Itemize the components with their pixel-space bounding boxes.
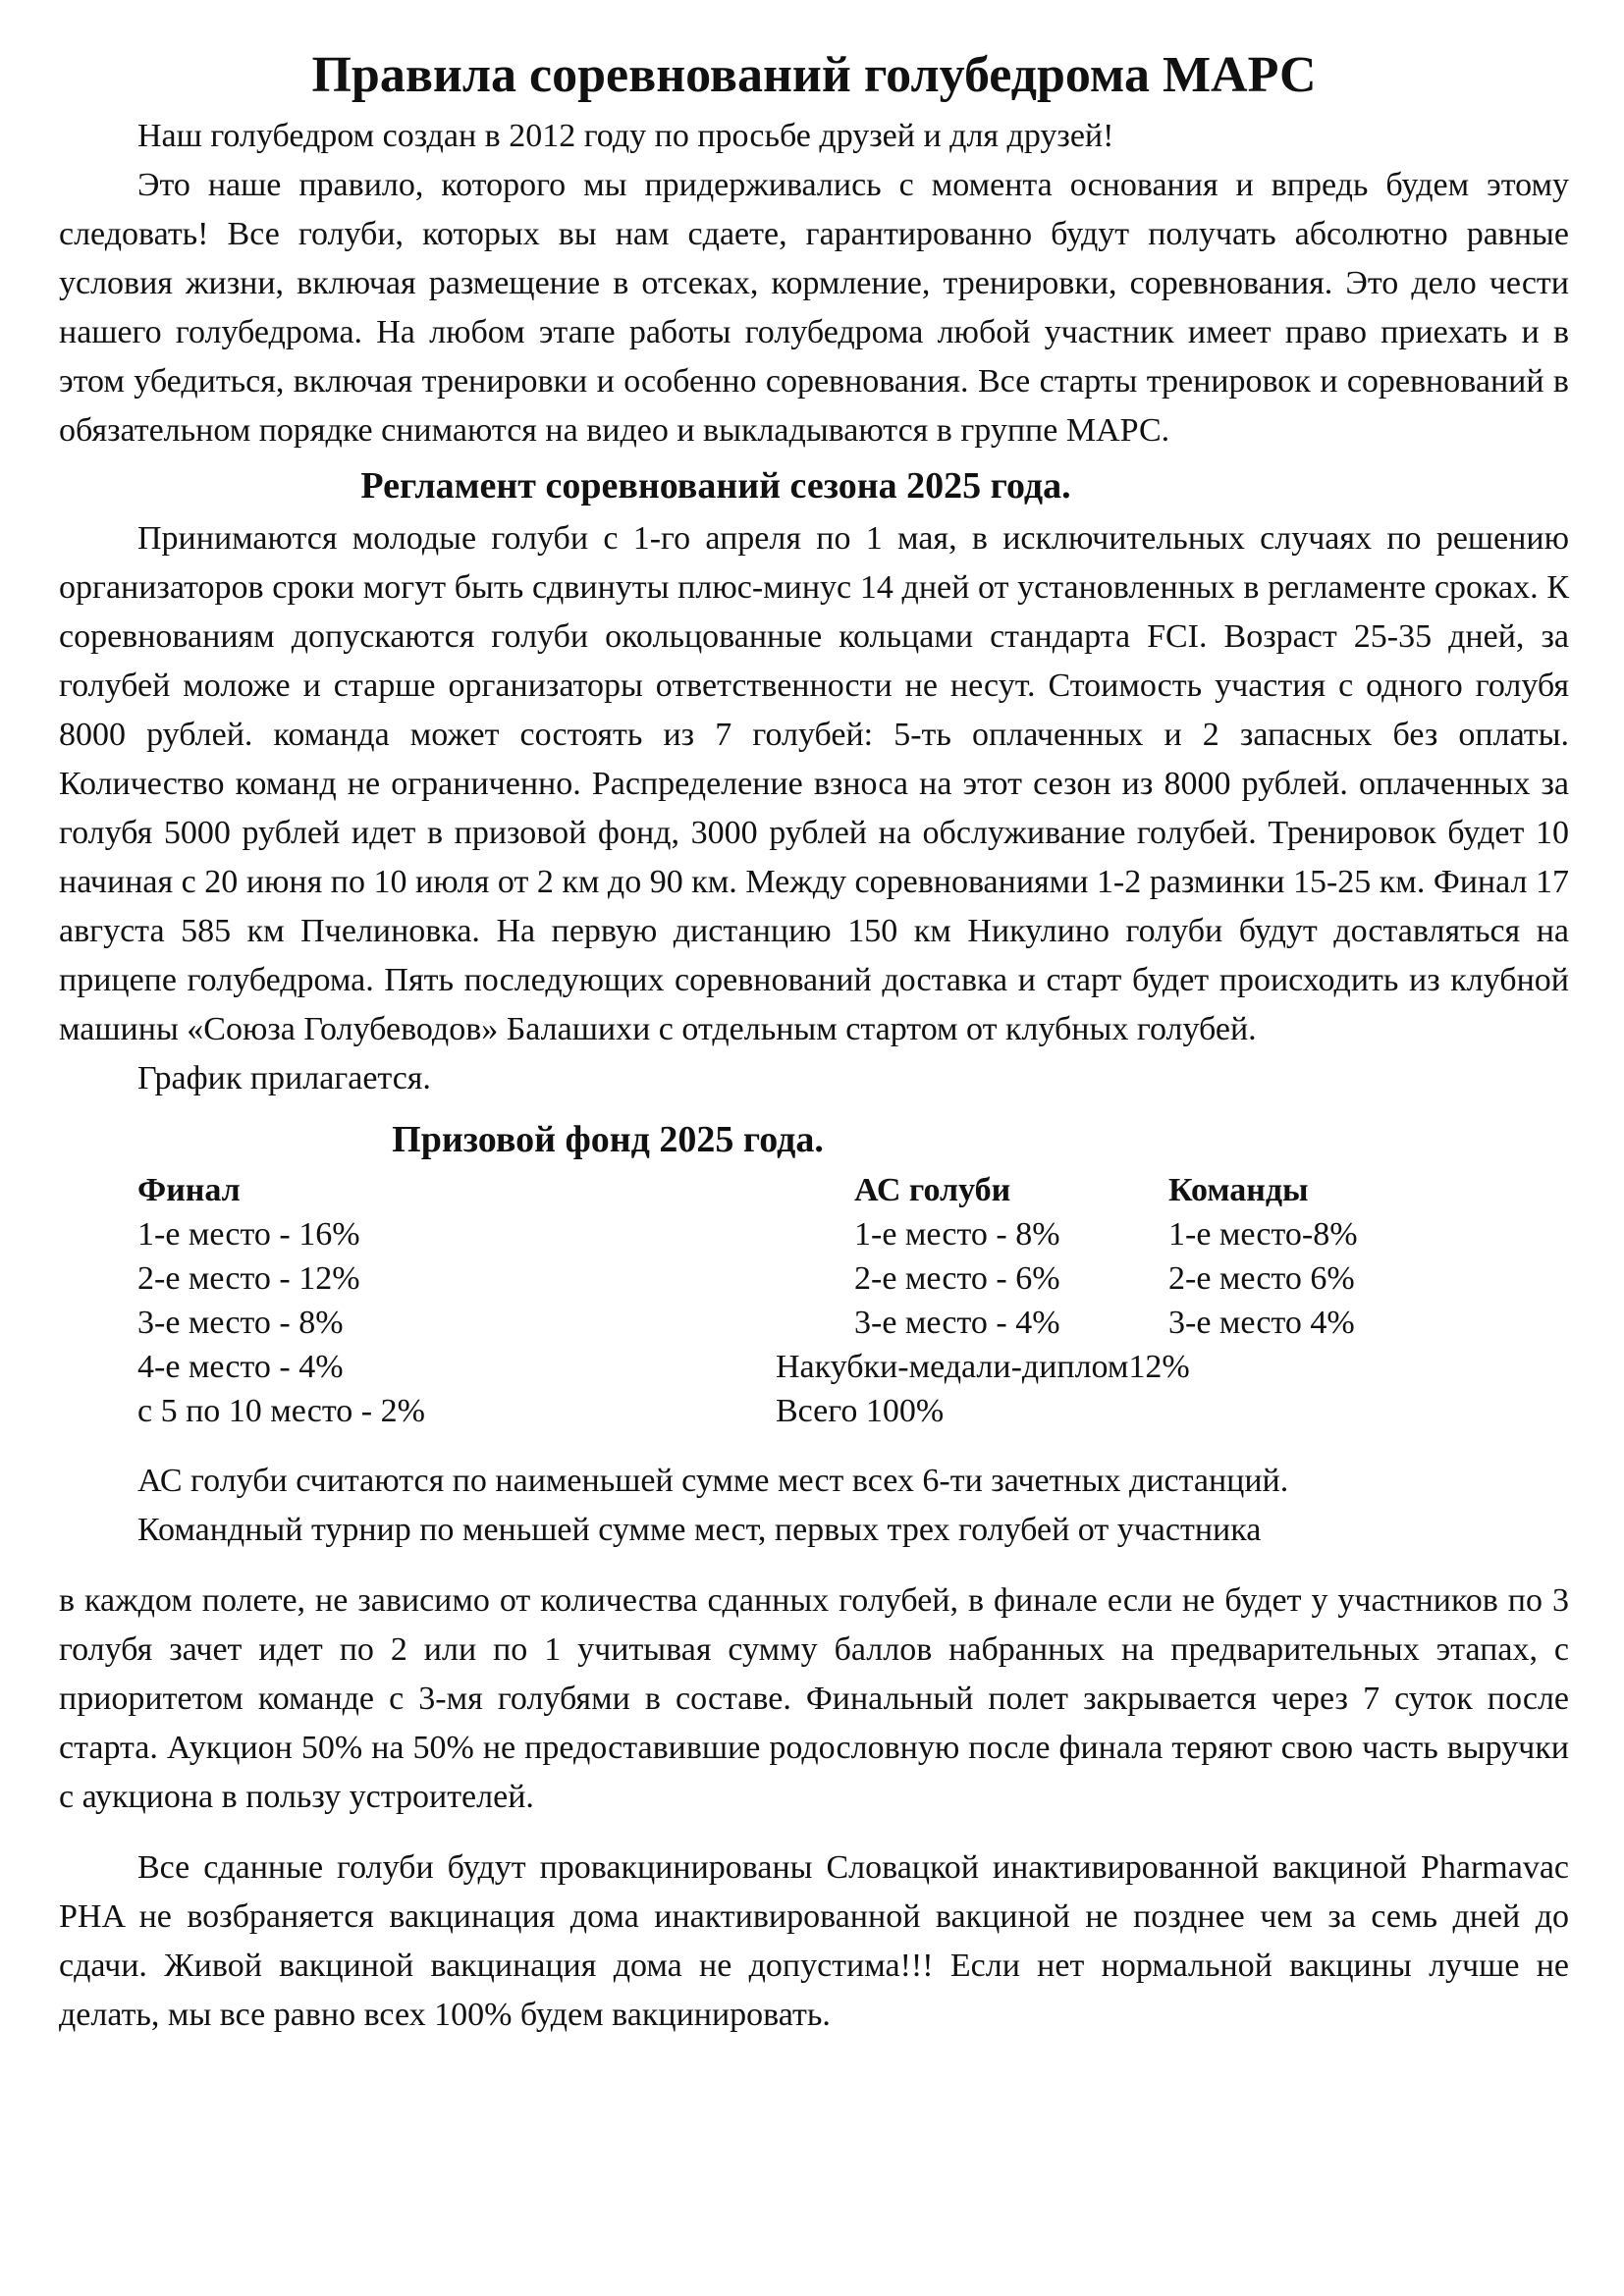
teams-row: 1-е место-8% <box>1168 1216 1358 1253</box>
regulation-body: Принимаются молодые голуби с 1-го апреля по 1 мая, в исключительных случаях по решению организаторов сроки могут быть сдвинуты плюс-минус 14 дней от установленных в регламенте сроках. К соревнованиям допускаются голуби окольцованные кольцами стандарта FCI. Возраст 25-35 дней, за голубей моложе и старше организаторы ответственности не несут. Стоимость участия с одного голубя 8000 рублей. команда может состоять из 7 голубей: 5-ть оплаченных и 2 запасных без оплаты. Количество команд не ограниченно. Распределение взноса на этот сезон из 8000 рублей. оплаченных за голубя 5000 рублей идет в призовой фонд, 3000 рублей на обслуживание голубей. Тренировок будет 10 начиная с 20 июня по 10 июля от 2 км до 90 км. Между соревнованиями 1-2 разминки 15-25 км. Финал 17 августа 585 км Пчелиновка. На первую дистанцию 150 км Никулино голуби будут доставляться на прицепе голубедрома. Пять последующих соревнований доставка и старт будет происходить из клубной машины «Союза Голубеводов» Балашихи с отдельным стартом от клубных голубей. <box>59 520 1569 1047</box>
as-column <box>854 1168 1060 1345</box>
total-line: Всего 100% <box>776 1393 945 1429</box>
regulation-heading: Регламент соревнований сезона 2025 года. <box>360 465 1071 507</box>
teams-row: 2-е место 6% <box>1168 1260 1355 1297</box>
final-column <box>137 1168 425 1433</box>
vaccination-paragraph: Все сданные голуби будут провакцинированы Словацкой инактивированной вакциной Pharmavac PHA не возбраняется вакцинация дома инактивированной вакциной не позднее чем за семь дней до сдачи. Живой вакциной вакцинация дома не допустима!!! Если нет нормальной вакцины лучше не делать, мы все равно всех 100% будем вакцинировать. <box>59 1849 1569 2033</box>
schedule-note: График прилагается. <box>137 1060 431 1096</box>
final-row: 4-е место - 4% <box>137 1349 344 1385</box>
final-row: 1-е место - 16% <box>137 1216 360 1253</box>
team-intro: Командный турнир по меньшей сумме мест, первых трех голубей от участника <box>137 1512 1262 1548</box>
intro-paragraph-2: Это наше правило, которого мы придерживались с момента основания и впредь будем этому следовать! Все голуби, которых вы нам сдаете, гарантированно будут получать абсолютно равные условия жизни, включая размещение в отсеках, кормление, тренировки, соревнования. Это дело чести нашего голубедрома. На любом этапе работы голубедрома любой участник имеет право приехать и в этом убедиться, включая тренировки и особенно соревнования. Все старты тренировок и соревнований в обязательном порядке снимаются на видео и выкладываются в группе МАРС. <box>59 167 1569 449</box>
prize-extra <box>776 1345 1190 1433</box>
team-rules: в каждом полете, не зависимо от количества сданных голубей, в финале если не будет у участников по 3 голубя зачет идет по 2 или по 1 учитывая сумму баллов набранных на предварительных этапах, с приоритетом команде с 3-мя голубями в составе. Финальный полет закрывается через 7 суток после старта. Аукцион 50% на 50% не предоставившие родословную после финала теряют свою часть выручки с аукциона в пользу устроителей. <box>59 1582 1569 1815</box>
as-row: 3-е место - 4% <box>854 1305 1060 1341</box>
intro-paragraph-1: Наш голубедром создан в 2012 году по просьбе друзей и для друзей! <box>137 118 1114 154</box>
prize-heading: Призовой фонд 2025 года. <box>392 1119 824 1160</box>
as-row: 1-е место - 8% <box>854 1216 1060 1253</box>
final-row: 2-е место - 12% <box>137 1260 360 1297</box>
as-header: АС голуби <box>854 1172 1011 1208</box>
teams-column <box>1168 1168 1358 1345</box>
final-row: с 5 по 10 место - 2% <box>137 1393 425 1429</box>
document-page <box>59 39 1569 2040</box>
as-row: 2-е место - 6% <box>854 1260 1060 1297</box>
teams-row: 3-е место 4% <box>1168 1305 1355 1341</box>
page-title: Правила соревнований голубедрома МАРС <box>311 47 1317 103</box>
final-row: 3-е место - 8% <box>137 1305 344 1341</box>
final-header: Финал <box>137 1172 241 1208</box>
as-note: АС голуби считаются по наименьшей сумме мест всех 6-ти зачетных дистанций. <box>137 1463 1289 1499</box>
cups-line: Накубки-медали-диплом12% <box>776 1349 1190 1385</box>
prize-table <box>59 1168 1569 1443</box>
teams-header: Команды <box>1168 1172 1309 1208</box>
